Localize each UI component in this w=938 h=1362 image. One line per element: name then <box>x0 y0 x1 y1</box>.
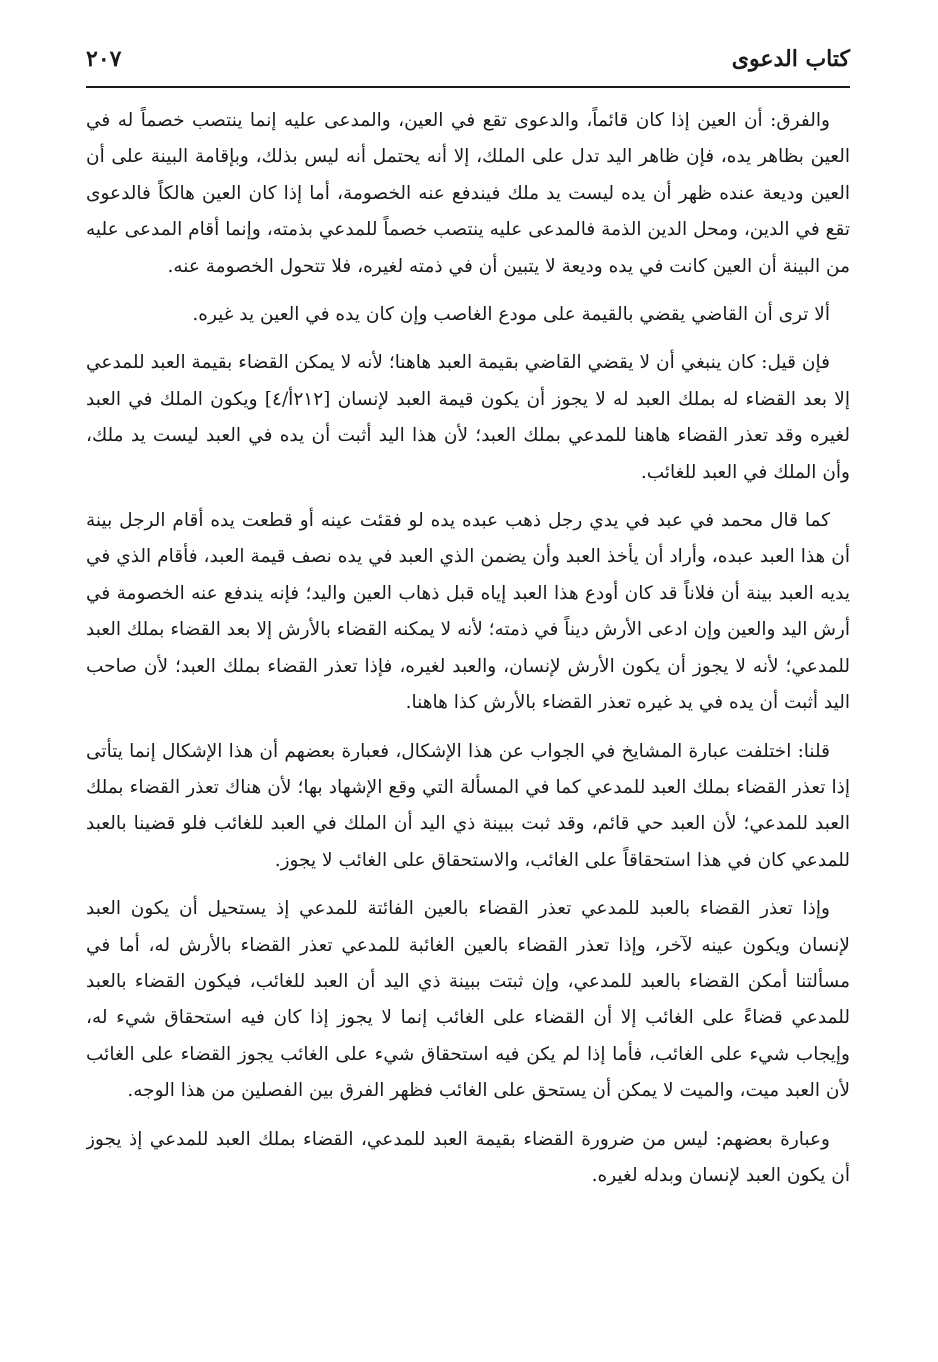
chapter-title: كتاب الدعوى <box>731 46 850 72</box>
paragraph: والفرق: أن العين إذا كان قائماً، والدعوى تقع في العين، والمدعى عليه إنما ينتصب خصماً له في العين بظاهر يده، فإن ظاهر اليد تدل على الملك، إلا أنه يحتمل أنه ليس بذلك، وبإقامة البينة على أن العين وديعة عنده ظهر أن يده ليست يد ملك فيندفع عنه الخصومة، أما إذا كان العين هالكاً فالدعوى تقع في الدين، ومحل الدين الذمة فالمدعى عليه ينتصب خصماً للمدعي بذمته، وإنما أقام المدعى عليه من البينة أن العين كانت في يده وديعة لا يتبين أن في ذمته لغيره، فلا تتحول الخصومة عنه. <box>86 110 850 277</box>
page-body <box>86 103 850 1353</box>
paragraph: فإن قيل: كان ينبغي أن لا يقضي القاضي بقيمة العبد هاهنا؛ لأنه لا يمكن القضاء بقيمة العبد للمدعي إلا بعد القضاء له بملك العبد له لا يجوز أن يكون قيمة العبد لإنسان [٢١٢أ/٤] ويكون الملك في العبد لغيره وقد تعذر القضاء هاهنا للمدعي بملك العبد؛ لأن هذا اليد أثبت أن يده في العبد ليست يد ملك، وأن الملك في العبد للغائب. <box>86 352 850 483</box>
page-number: ٢٠٧ <box>86 46 122 72</box>
page-header <box>86 40 850 88</box>
paragraph: كما قال محمد في عبد في يدي رجل ذهب عبده يده لو فقئت عينه أو قطعت يده أقام الرجل بينة أن هذا العبد عبده، وأراد أن يأخذ العبد وأن يضمن الذي العبد في يده نصف قيمة العبد، فأقام الذي في يديه العبد بينة أن فلاناً قد كان أودع هذا العبد إياه قبل ذهاب العين واليد؛ فإنه يندفع عنه الخصومة في أرش اليد والعين وإن ادعى الأرش ديناً في ذمته؛ لأنه لا يمكنه القضاء بالأرش إلا بعد القضاء بملك العبد للمدعي؛ لأنه لا يجوز أن يكون الأرش لإنسان، والعبد لغيره، فإذا تعذر القضاء بملك العبد؛ لأن صاحب اليد أثبت أن يده في يد غيره تعذر القضاء بالأرش كذا هاهنا. <box>86 510 850 714</box>
paragraph: قلنا: اختلفت عبارة المشايخ في الجواب عن هذا الإشكال، فعبارة بعضهم أن هذا الإشكال إنما يتأتى إذا تعذر القضاء بملك العبد للمدعي كما في المسألة التي وقع الإشهاد بها؛ لأن هناك تعذر القضاء بملك العبد للمدعي؛ لأن العبد حي قائم، وقد ثبت ببينة ذي اليد أن الملك في العبد للغائب فلو قضينا بالعبد للمدعي كان في هذا استحقاقاً على الغائب، والاستحقاق على الغائب لا يجوز. <box>86 740 850 871</box>
paragraph: وعبارة بعضهم: ليس من ضرورة القضاء بقيمة العبد للمدعي، القضاء بملك العبد للمدعي إذ يجوز أن يكون العبد لإنسان وبدله لغيره. <box>86 1128 850 1186</box>
paragraph: وإذا تعذر القضاء بالعبد للمدعي تعذر القضاء بالعين الفائتة للمدعي إذ يستحيل أن يكون العبد لإنسان ويكون عينه لآخر، وإذا تعذر القضاء بالعين الغائبة للمدعي تعذر القضاء بالأرش له، أما في مسألتنا أمكن القضاء بالعبد للمدعي، وإن ثبتت ببينة ذي اليد أن العبد للغائب، فيكون القضاء بالعبد للمدعي قضاءً على الغائب إلا أن القضاء على الغائب إنما لا يجوز إذا كان فيه استحقاق شيء له، وإيجاب شيء على الغائب، فأما إذا لم يكن فيه استحقاق شيء على الغائب يجوز القضاء على الغائب لأن العبد ميت، والميت لا يمكن أن يستحق على الغائب فظهر الفرق بين الفصلين من هذا الوجه. <box>86 898 850 1102</box>
paragraph: ألا ترى أن القاضي يقضي بالقيمة على مودع الغاصب وإن كان يده في العين يد غيره. <box>192 304 830 326</box>
